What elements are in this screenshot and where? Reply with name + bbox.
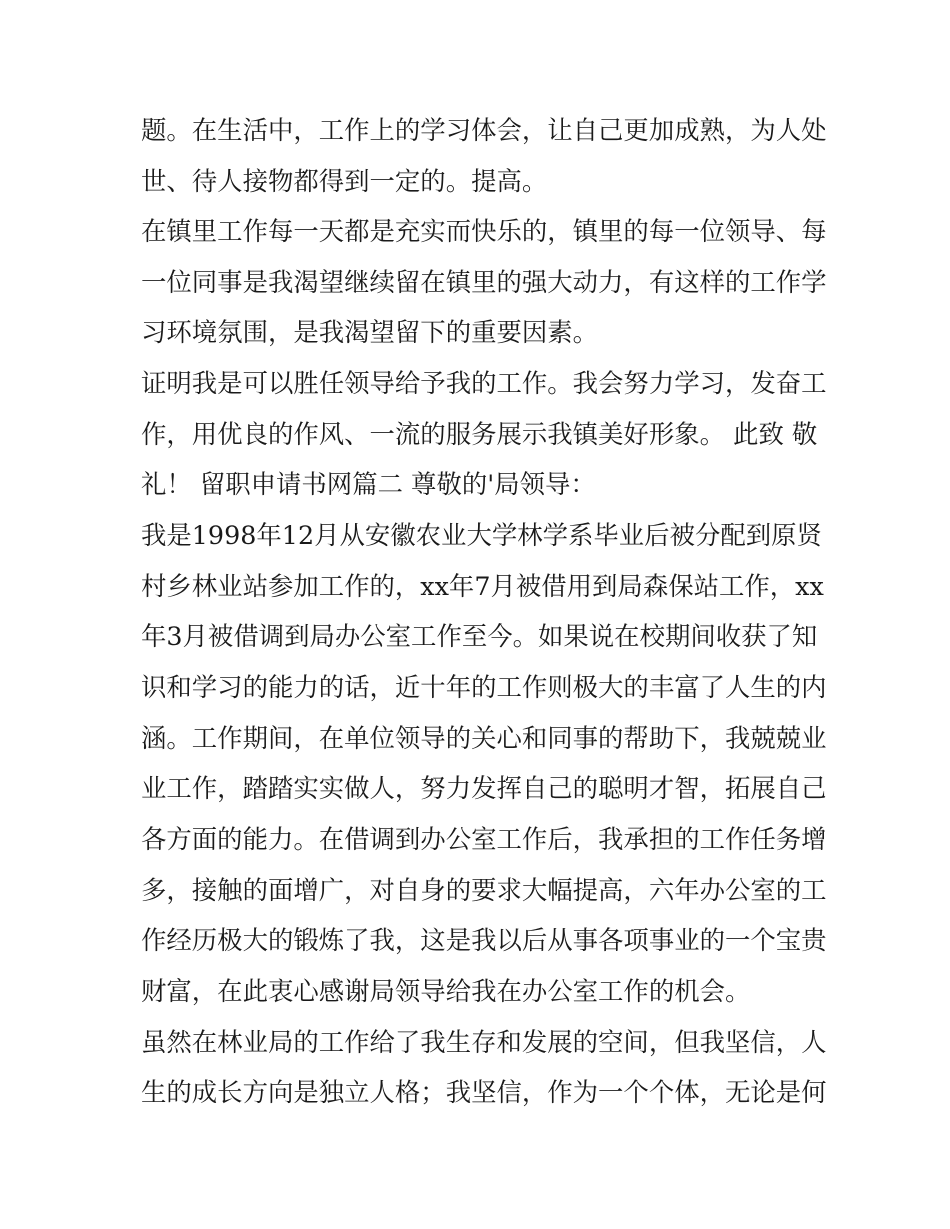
text-line: 虽然在林业局的工作给了我生存和发展的空间，但我坚信，人 [141,1027,827,1057]
text-line: 年3月被借调到局办公室工作至今。如果说在校期间收获了知 [141,621,818,651]
text-line: 世、待人接物都得到一定的。提高。 [141,166,548,196]
text-line: 证明我是可以胜任领导给予我的工作。我会努力学习，发奋工 [141,368,827,398]
text-line: 在镇里工作每一天都是充实而快乐的，镇里的每一位领导、每 [141,216,827,246]
text-line: 多，接触的面增广，对自身的要求大幅提高，六年办公室的工 [141,875,827,905]
text-line: 我是1998年12月从安徽农业大学林学系毕业后被分配到原贤 [141,520,822,550]
text-line: 涵。工作期间，在单位领导的关心和同事的帮助下，我兢兢业 [141,723,827,753]
text-line: 识和学习的能力的话，近十年的工作则极大的丰富了人生的内 [141,672,827,702]
text-line: 生的成长方向是独立人格；我坚信，作为一个个体，无论是何 [141,1077,827,1107]
text-line: 一位同事是我渴望继续留在镇里的强大动力，有这样的工作学 [141,267,827,297]
text-line: 各方面的能力。在借调到办公室工作后，我承担的工作任务增 [141,824,827,854]
text-line: 财富，在此衷心感谢局领导给我在办公室工作的机会。 [141,976,751,1006]
text-line: 题。在生活中，工作上的学习体会，让自己更加成熟，为人处 [141,115,827,145]
text-line: 习环境氛围，是我渴望留下的重要因素。 [141,317,599,347]
text-line: 业工作，踏踏实实做人，努力发挥自己的聪明才智，拓展自己 [141,773,827,803]
text-line: 村乡林业站参加工作的，xx年7月被借用到局森保站工作，xx [141,571,824,601]
text-line: 礼！ 留职申请书网篇二 尊敬的'局领导： [141,469,596,499]
text-line: 作经历极大的锻炼了我，这是我以后从事各项事业的一个宝贵 [141,925,827,955]
text-line: 作，用优良的作风、一流的服务展示我镇美好形象。 此致 敬 [141,419,818,449]
